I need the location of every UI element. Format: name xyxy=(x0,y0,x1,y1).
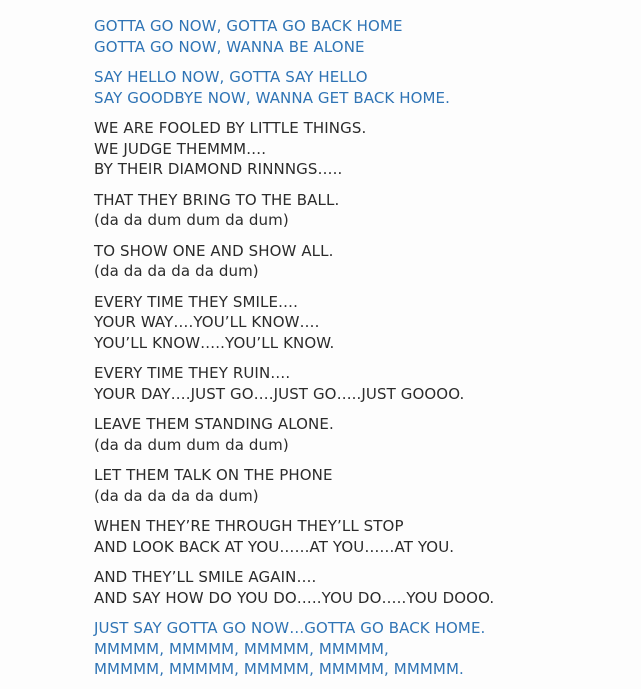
lyric-line: MMMMM, MMMMM, MMMMM, MMMMM, MMMMM. xyxy=(94,660,464,678)
lyric-line: EVERY TIME THEY SMILE…. xyxy=(94,292,299,311)
lyric-line: TO SHOW ONE AND SHOW ALL. xyxy=(94,241,334,260)
lyrics-body xyxy=(94,16,634,690)
stanza-9 xyxy=(94,465,634,506)
lyric-line: LEAVE THEM STANDING ALONE. xyxy=(94,415,334,433)
stanza-6 xyxy=(94,292,634,354)
lyric-line: WE ARE FOOLED BY LITTLE THINGS. xyxy=(94,119,367,137)
lyric-line: YOUR WAY….YOU’LL KNOW…. xyxy=(94,313,320,331)
lyric-line: EVERY TIME THEY RUIN…. xyxy=(94,364,291,382)
lyric-line: GOTTA GO NOW, GOTTA GO BACK HOME xyxy=(94,17,403,35)
lyric-line: YOU’LL KNOW…..YOU’LL KNOW. xyxy=(94,333,335,352)
lyric-line: (da da dum dum da dum) xyxy=(94,435,289,454)
lyric-line: AND SAY HOW DO YOU DO…..YOU DO…..YOU DOOO. xyxy=(94,588,495,607)
lyric-line: GOTTA GO NOW, WANNA BE ALONE xyxy=(94,37,365,56)
stanza-12 xyxy=(94,618,634,680)
lyric-line: SAY HELLO NOW, GOTTA SAY HELLO xyxy=(94,68,368,86)
lyric-line: WHEN THEY’RE THROUGH THEY’LL STOP xyxy=(94,517,404,535)
stanza-11 xyxy=(94,567,634,608)
lyric-line: JUST SAY GOTTA GO NOW…GOTTA GO BACK HOME. xyxy=(94,619,486,637)
lyric-line: THAT THEY BRING TO THE BALL. xyxy=(94,190,340,209)
lyric-line: AND LOOK BACK AT YOU……AT YOU……AT YOU. xyxy=(94,537,455,556)
lyric-line: (da da dum dum da dum) xyxy=(94,211,289,229)
lyric-line: (da da da da da dum) xyxy=(94,262,259,280)
lyric-line: SAY GOODBYE NOW, WANNA GET BACK HOME. xyxy=(94,88,451,107)
stanza-3 xyxy=(94,118,634,180)
lyric-line: BY THEIR DIAMOND RINNNGS….. xyxy=(94,160,343,178)
stanza-8 xyxy=(94,414,634,455)
stanza-2 xyxy=(94,67,634,108)
stanza-1 xyxy=(94,16,634,57)
stanza-7 xyxy=(94,363,634,404)
stanza-4 xyxy=(94,190,634,231)
lyric-line: LET THEM TALK ON THE PHONE xyxy=(94,466,333,484)
stanza-10 xyxy=(94,516,634,557)
lyric-line: MMMMM, MMMMM, MMMMM, MMMMM, xyxy=(94,639,389,658)
stanza-5 xyxy=(94,241,634,282)
lyric-line: (da da da da da dum) xyxy=(94,486,259,505)
lyric-line: YOUR DAY….JUST GO….JUST GO…..JUST GOOOO. xyxy=(94,384,465,403)
lyric-line: AND THEY’LL SMILE AGAIN…. xyxy=(94,568,317,586)
lyric-line: WE JUDGE THEMMM…. xyxy=(94,139,267,158)
